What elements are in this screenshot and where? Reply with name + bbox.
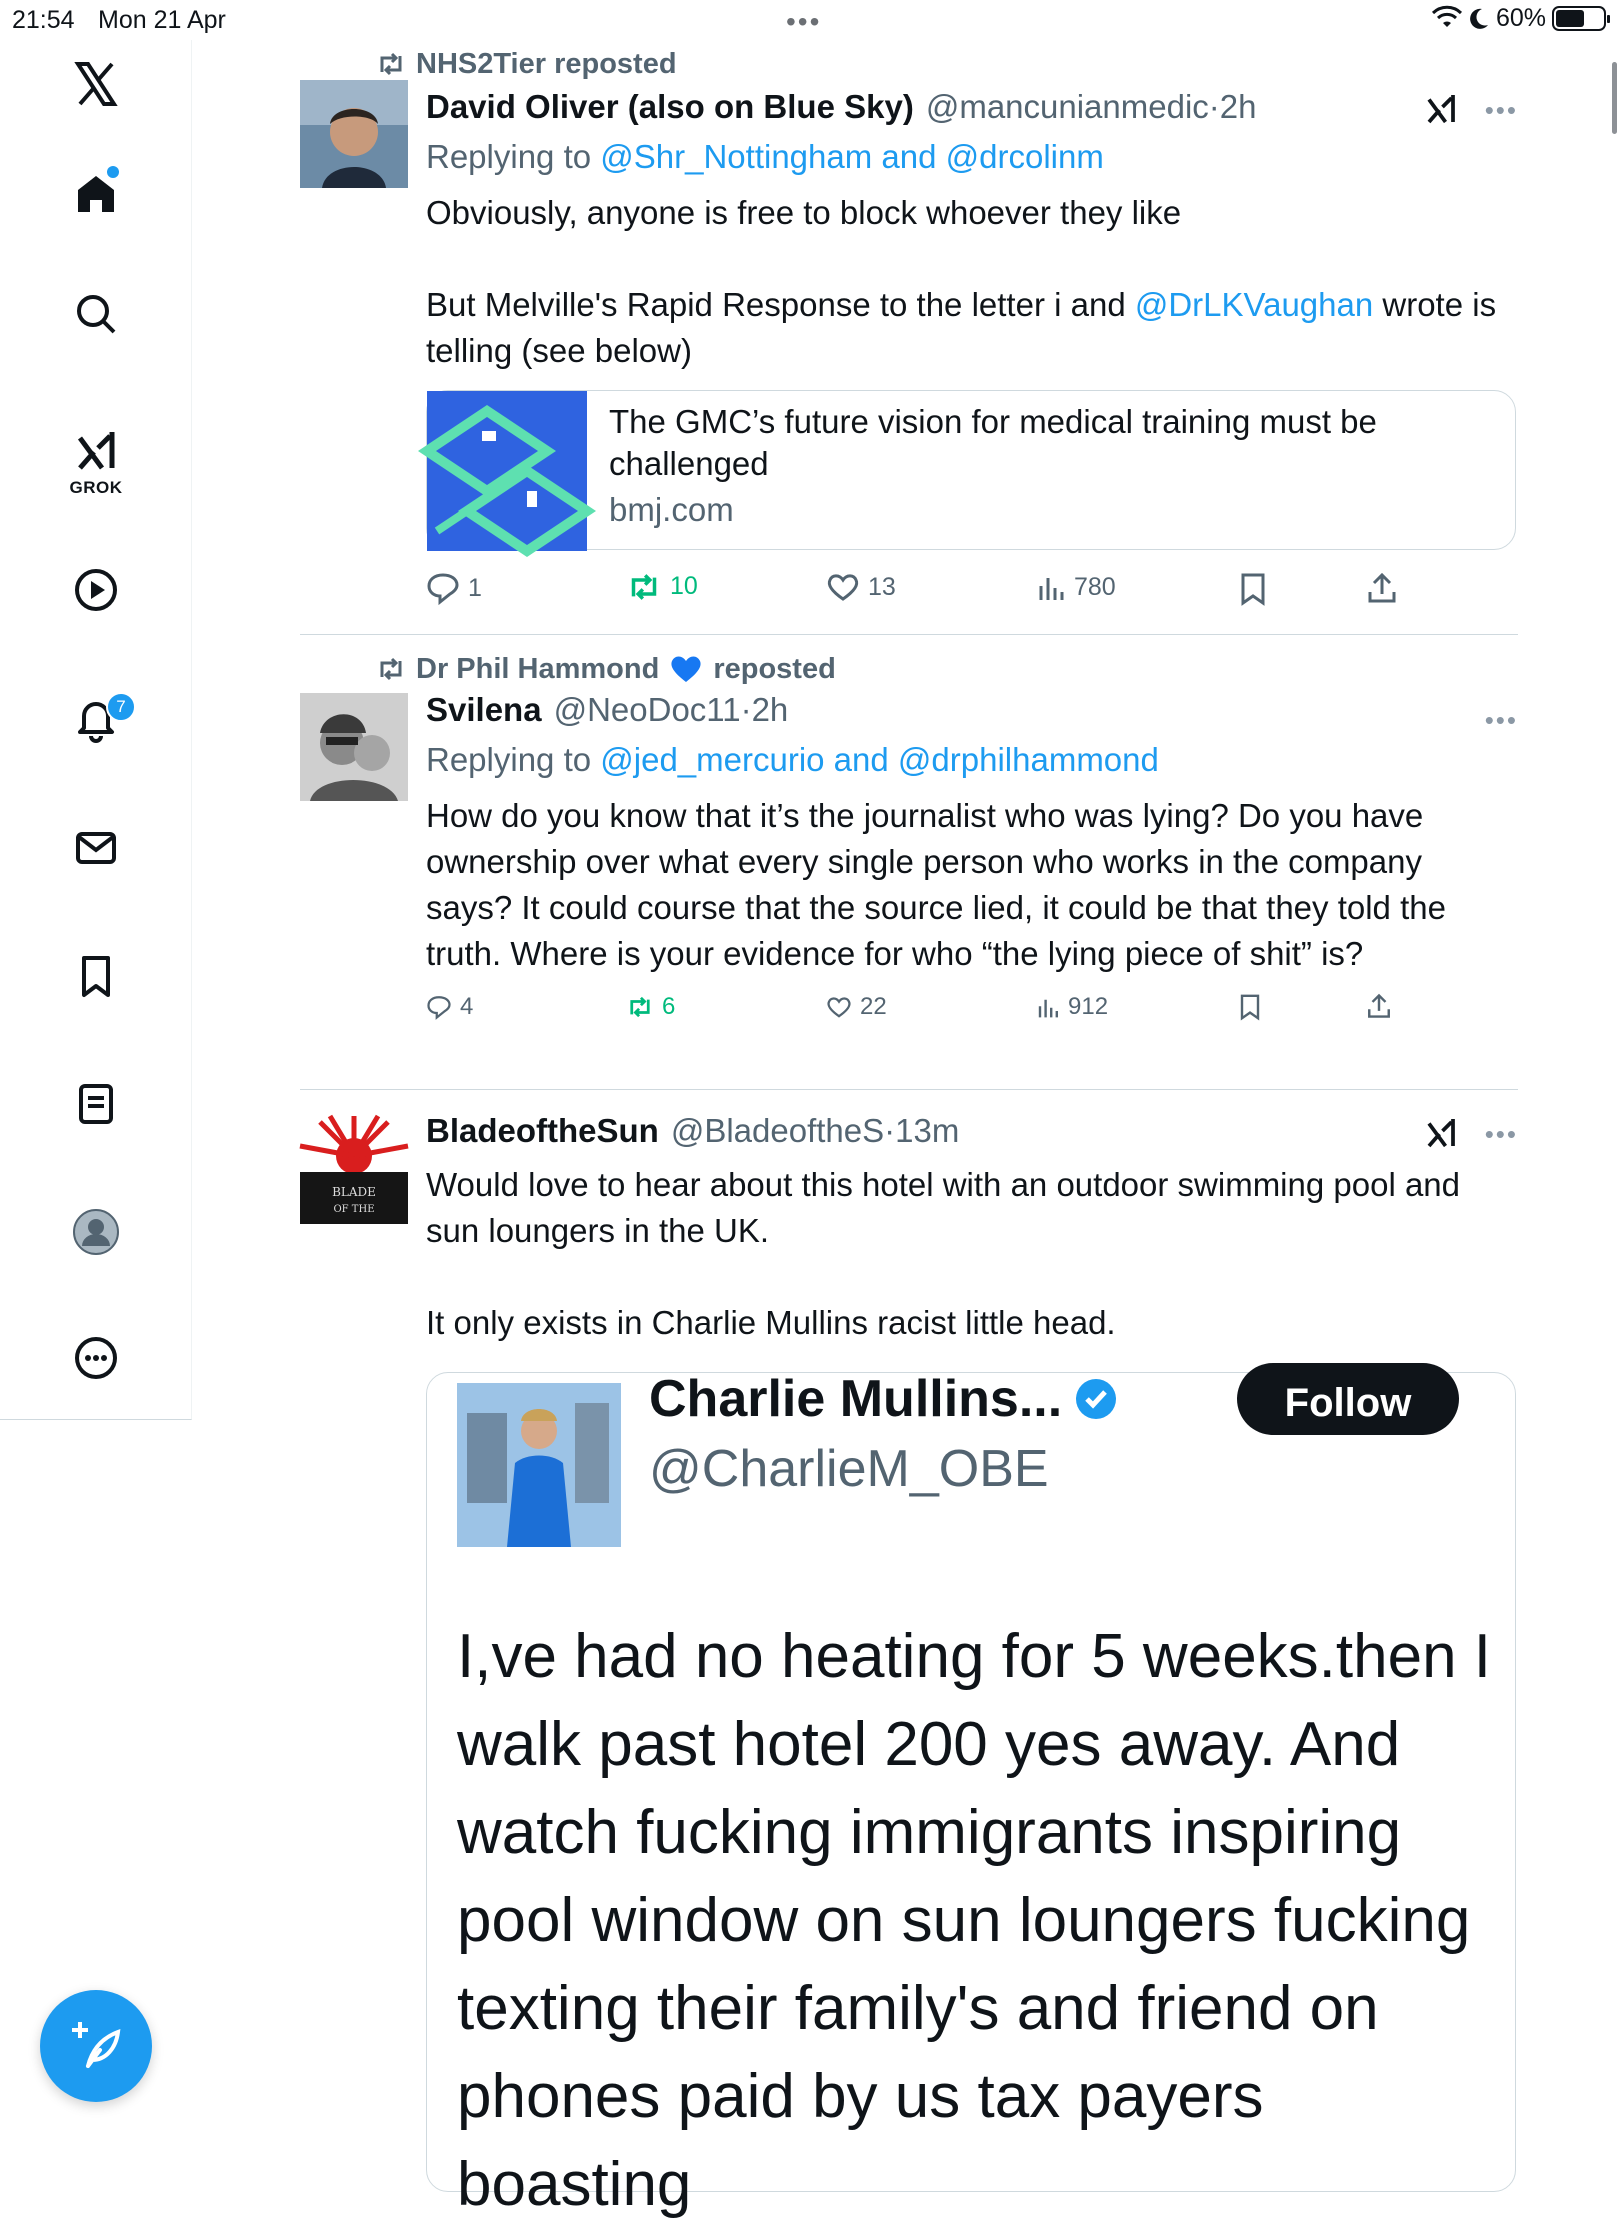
grok-icon[interactable] [1423, 92, 1459, 128]
nav-video[interactable] [0, 566, 192, 614]
grok-icon [72, 428, 120, 476]
tweet[interactable] [300, 645, 1518, 1090]
tweet[interactable] [300, 40, 1518, 635]
nav-messages[interactable] [0, 824, 192, 872]
sidebar [0, 40, 192, 1420]
search-icon [72, 290, 120, 338]
tweet-text: How do you know that it’s the journalist who was lying? Do you have ownership over what every single person who works in the company says? It could course that the source lied, it could be that they told the truth. Where is your evidence for who “the lying piece of shit” is? [426, 797, 1446, 972]
timeline-feed [300, 40, 1518, 2219]
embedded-text: I,ve had no heating for 5 weeks.then I walk past hotel 200 yes away. And watch fucking immigrants inspiring pool window on sun loungers fucking texting their family's and friend on phones paid by us tax payers boasting [457, 1622, 1492, 2219]
avatar[interactable] [300, 693, 408, 801]
embedded-image[interactable] [426, 1370, 1516, 2219]
nav-lists[interactable] [0, 1080, 192, 1128]
bookmark-icon [1238, 993, 1262, 1021]
replying-to-handles[interactable]: @Shr_Nottingham and @drcolinm [600, 138, 1104, 175]
repost-icon [626, 996, 654, 1018]
tweet-header: David Oliver (also on Blue Sky) @mancunianmedic · 2h [426, 88, 1257, 125]
share-button[interactable] [1366, 572, 1398, 604]
profile-avatar-icon [72, 1208, 120, 1256]
replying-prefix: Replying to [426, 138, 601, 175]
author-handle[interactable]: @mancunianmedic [925, 88, 1209, 125]
heart-icon [826, 995, 852, 1019]
tweet-time[interactable]: 2h [751, 691, 789, 728]
embedded-handle: @CharlieM_OBE [649, 1440, 1049, 1498]
views-chart-icon [1036, 995, 1060, 1019]
tweet-actions [426, 977, 1518, 1047]
author-handle[interactable]: @NeoDoc11 [553, 691, 741, 728]
scrollbar[interactable] [1612, 62, 1617, 134]
author-name[interactable]: BladeoftheSun [426, 1112, 659, 1149]
reply-button[interactable] [426, 572, 482, 604]
nav-more[interactable] [0, 1334, 192, 1382]
reply-icon [426, 572, 460, 604]
replying-to [426, 138, 1518, 190]
tweet-paragraph: Would love to hear about this hotel with an outdoor swimming pool and sun loungers in the UK. [426, 1166, 1461, 1249]
reply-icon [426, 995, 452, 1019]
views-chart-icon [1036, 572, 1066, 602]
like-button[interactable] [826, 993, 887, 1021]
battery-icon [1552, 6, 1606, 31]
tweet-paragraph: It only exists in Charlie Mullins racist little head. [426, 1304, 1116, 1341]
nav-bookmarks[interactable] [0, 952, 192, 1000]
embedded-avatar [457, 1383, 621, 1547]
repost-button[interactable] [626, 572, 698, 601]
more-options-icon[interactable]: ••• [1484, 705, 1518, 735]
moon-icon [1468, 7, 1490, 31]
mention-link[interactable]: @DrLKVaughan [1134, 286, 1374, 323]
card-title: The GMC’s future vision for medical training must be challenged [609, 403, 1377, 482]
multitasking-dots-icon[interactable]: ••• [786, 6, 822, 37]
status-time: 21:54 [12, 6, 75, 34]
card-image [427, 391, 587, 551]
bookmark-icon [72, 952, 120, 1000]
tweet-paragraph: But Melville's Rapid Response to the letter i and @DrLKVaughan wrote is telling (see below) [426, 286, 1497, 369]
mail-icon [72, 824, 120, 872]
embedded-follow-button: Follow [1237, 1363, 1459, 1435]
x-logo-icon[interactable] [0, 60, 192, 108]
reply-count: 1 [468, 573, 482, 602]
repost-indicator [300, 40, 1518, 88]
avatar[interactable] [300, 1116, 408, 1224]
author-handle[interactable]: @BladeoftheS [670, 1112, 885, 1149]
battery-fill [1556, 10, 1584, 27]
card-domain: bmj.com [609, 491, 734, 528]
share-button[interactable] [1366, 993, 1392, 1019]
tweet-header: Svilena @NeoDoc11 · 2h [426, 691, 789, 728]
status-date: Mon 21 Apr [98, 6, 226, 34]
nav-home[interactable] [0, 170, 192, 218]
verified-badge-icon [1074, 1377, 1118, 1421]
tweet-actions [426, 550, 1518, 640]
author-name[interactable]: David Oliver (also on Blue Sky) [426, 88, 914, 125]
new-posts-dot [107, 166, 119, 178]
view-count: 912 [1068, 993, 1109, 1020]
views-button[interactable] [1036, 572, 1116, 602]
avatar[interactable] [300, 80, 408, 188]
tweet-text [426, 1162, 1516, 1346]
notifications-badge: 7 [106, 692, 136, 722]
feather-plus-icon [70, 2020, 122, 2072]
bookmark-button[interactable] [1238, 572, 1268, 606]
reply-count: 4 [460, 993, 474, 1020]
compose-post-button[interactable] [40, 1990, 152, 2102]
tweet-time[interactable]: 13m [895, 1112, 960, 1149]
tweet-paragraph: Obviously, anyone is free to block whoever they like [426, 194, 1182, 231]
repost-by-name[interactable]: Dr Phil Hammond [416, 652, 660, 685]
like-count: 13 [868, 572, 896, 601]
repost-by-suffix: reposted [713, 652, 836, 685]
like-count: 22 [860, 993, 887, 1020]
more-options-icon[interactable]: ••• [1484, 1118, 1518, 1149]
replying-prefix: Replying to [426, 741, 601, 778]
bookmark-icon [1238, 572, 1268, 606]
grok-icon[interactable] [1423, 1116, 1459, 1152]
battery-percentage: 60% [1495, 4, 1546, 32]
list-icon [72, 1080, 120, 1128]
play-circle-icon [72, 566, 120, 614]
view-count: 780 [1074, 572, 1116, 601]
repost-count: 10 [670, 572, 698, 600]
tweet-time[interactable]: 2h [1219, 88, 1257, 125]
tweet-header: BladeoftheSun @BladeoftheS · 13m [426, 1112, 960, 1149]
repost-icon [376, 657, 406, 681]
nav-explore[interactable] [0, 290, 192, 338]
blue-heart-icon [669, 653, 703, 685]
nav-notifications[interactable] [0, 694, 192, 742]
replying-to-handles[interactable]: @jed_mercurio and @drphilhammond [600, 741, 1159, 778]
more-circle-icon [72, 1334, 120, 1382]
nav-grok[interactable] [0, 428, 192, 498]
tweet-text [426, 190, 1516, 374]
grok-label: GROK [69, 478, 123, 497]
reply-button[interactable] [426, 993, 473, 1021]
bookmark-button[interactable] [1238, 993, 1262, 1021]
share-icon [1366, 993, 1392, 1019]
repost-icon [376, 52, 406, 76]
more-options-icon[interactable]: ••• [1484, 94, 1518, 125]
views-button[interactable] [1036, 993, 1108, 1021]
repost-indicator [300, 645, 1518, 693]
author-name[interactable]: Svilena [426, 691, 542, 728]
heart-icon [826, 572, 860, 602]
like-button[interactable] [826, 572, 896, 602]
tweet[interactable] [300, 1090, 1518, 2219]
repost-button[interactable] [626, 993, 675, 1021]
repost-icon [626, 573, 662, 601]
link-card[interactable] [426, 390, 1516, 550]
status-bar [0, 0, 1620, 40]
share-icon [1366, 572, 1398, 604]
nav-profile[interactable] [0, 1208, 192, 1256]
wifi-icon [1432, 7, 1462, 31]
repost-by-label: NHS2Tier reposted [416, 47, 677, 80]
replying-to [426, 741, 1518, 793]
svg-text:OF THE: OF THE [333, 1204, 375, 1215]
repost-count: 6 [662, 993, 676, 1020]
embedded-name: Charlie Mullins... [649, 1369, 1118, 1429]
svg-text:BLADE: BLADE [332, 1185, 376, 1199]
